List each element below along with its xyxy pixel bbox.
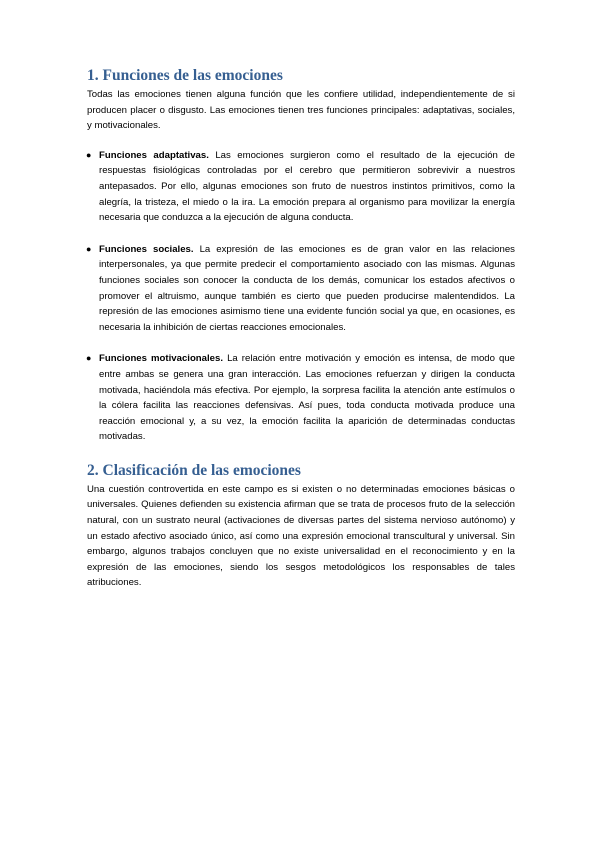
list-item-text: La expresión de las emociones es de gran valor en las relaciones interpersonales, ya que permite predecir el comportamiento asociado con las mismas. Algunas funciones sociales son conocer la conducta de los demás, comunicar los estados afectivos o promover el altruismo, aunque también es cierto que pueden producirse malentendidos. La represión de las emociones asimismo tiene una evidente función social ya que, en ocasiones, es necesaria la inhibición de ciertas reacciones emocionales. [99,243,515,333]
functions-list [87,148,515,445]
section-clasificacion [87,461,515,591]
list-item-text: La relación entre motivación y emoción es intensa, de modo que entre ambas se genera una gran interacción. Las emociones refuerzan y dirigen la conducta motivada, haciéndola más efectiva. Por ejemplo, la sorpresa facilita la atención ante estímulos o la cólera facilita las reacciones defensivas. Así pues, toda conducta motivada produce una reacción emocional y, a su vez, la emoción facilita la aparición de determinadas conductas motivadas. [99,353,516,443]
list-item-text: Las emociones surgieron como el resultado de la ejecución de respuestas fisiológicas controladas por el cerebro que permitieron sobrevivir a nuestros antepasados. Por ello, algunas emociones son fruto de nuestros instintos primitivos, como la alegría, la tristeza, el miedo o la ira. La emoción prepara al organismo para movilizar la energía necesaria que conduzca a la ejecución de alguna conducta. [99,149,515,224]
list-item-sociales [87,242,515,336]
bullet-icon: ● [86,243,92,254]
bullet-icon: ● [86,149,92,160]
document-page [87,66,515,591]
list-item-term: Funciones adaptativas. [99,149,209,161]
section-1-intro: Todas las emociones tienen alguna función que les confiere utilidad, independientemente de si producen placer o disgusto. Las emociones tienen tres funciones principales: adaptativas, sociales, y motivacionales. [87,89,515,132]
list-item-term: Funciones motivacionales. [99,353,224,365]
list-item-adaptativas [87,148,515,226]
section-2-body: Una cuestión controvertida en este campo es si existen o no determinadas emociones básicas o universales. Quienes defienden su existencia afirman que se trata de procesos fruto de la selección natural, con un sustrato neural (activaciones de diversas partes del sistema nervioso autónomo) y un estado afectivo asociado único, así como una expresión emocional transcultural y universal. Sin embargo, algunos trabajos concluyen que no existe universalidad en el reconocimiento y en la expresión de las emociones, siendo los sesgos metodológicos los responsables de tales atribuciones. [87,483,515,589]
bullet-icon: ● [86,353,92,364]
list-item-motivacionales [87,351,515,445]
section-funciones [87,66,515,445]
section-2-heading: 2. Clasificación de las emociones [87,461,301,479]
section-1-heading: 1. Funciones de las emociones [87,67,283,84]
list-item-term: Funciones sociales. [99,243,194,255]
